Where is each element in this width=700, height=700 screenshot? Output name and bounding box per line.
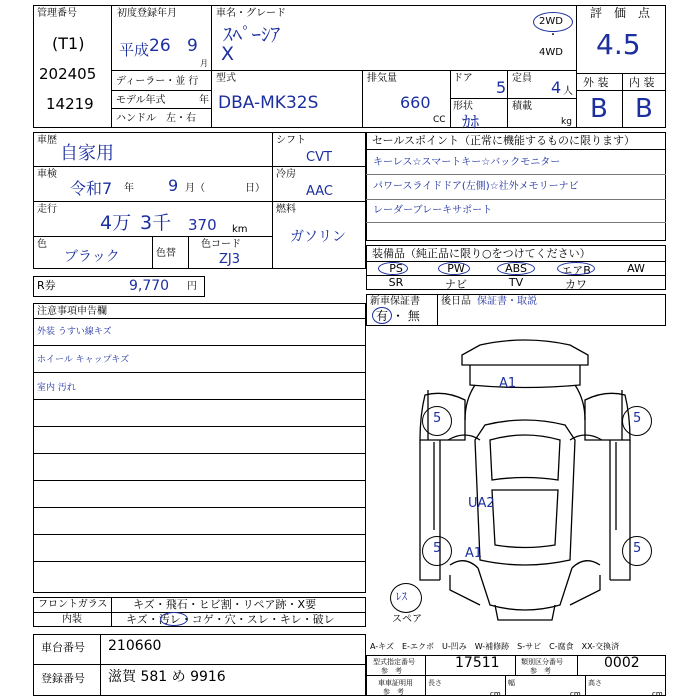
shift-label: シフト [276, 135, 306, 146]
first-reg-month-unit: 月 [200, 59, 208, 68]
displacement-label: 排気量 [367, 73, 397, 84]
interior-items: キズ・汚レ・コゲ・穴・スレ・キレ・破レ [126, 613, 335, 626]
equip-abs: ABS [505, 262, 527, 275]
recycle-label: R券 [37, 279, 56, 292]
car-name-label: 車名・グレード [216, 8, 286, 19]
reg-label: 登録番号 [41, 672, 85, 685]
equip-ps: PS [389, 262, 403, 275]
capacity-value: 4 [551, 78, 562, 97]
equip-pw-circle [438, 262, 470, 275]
reg-value: 滋賀 581 め 9916 [108, 669, 226, 685]
kanri-num1: 202405 [39, 65, 97, 83]
mileage-label: 走行 [37, 204, 57, 215]
recycle-value: 9,770 [129, 278, 170, 294]
model-desig-label: 型式指定番号 [373, 658, 415, 666]
warranty-yes-circle [372, 307, 392, 324]
mileage-rest: 370 [188, 216, 217, 234]
equip-sr: SR [388, 276, 404, 289]
chassis-label: 車台番号 [41, 641, 85, 654]
first-reg-year: 26 [149, 36, 171, 56]
height-label: 高さ [588, 679, 602, 687]
displacement-unit: CC [433, 115, 446, 125]
sales-point-line: キーレス☆スマートキー☆バックモニター [373, 157, 561, 168]
equip-navi: ナビ [445, 278, 467, 291]
recycle-box [33, 276, 205, 297]
tire-fr: 5 [633, 411, 642, 426]
history-label: 車歴 [37, 135, 57, 146]
equip-airb: エアB [561, 264, 591, 277]
tire-fl: 5 [433, 411, 442, 426]
note-line: ホイール キャップキズ [37, 355, 130, 365]
equip-airb-circle [557, 262, 595, 275]
equip-leather: カワ [565, 278, 587, 291]
note-line: 室内 汚れ [37, 383, 76, 393]
sales-point-line: レーダーブレーキサポート [373, 205, 493, 216]
door-value: 5 [496, 78, 507, 97]
model-year-label: モデル年式 [116, 95, 166, 106]
spare-label: スペア [392, 614, 422, 625]
fuel-value: ガソリン [290, 229, 346, 245]
cert-ref: 参 考 [383, 688, 404, 696]
exterior-grade: B [590, 94, 608, 124]
drive-dot: ・ [548, 30, 558, 41]
height-unit: cm [652, 690, 663, 698]
warranty-yes: 有 [376, 309, 389, 323]
first-reg-era: 平成 [119, 41, 150, 59]
kanri-num2: 14219 [46, 95, 94, 113]
capacity-label: 定員 [512, 73, 532, 84]
class-value: 0002 [604, 655, 640, 671]
displacement-value: 660 [400, 93, 431, 112]
glass-items: キズ・飛石・ヒビ割・リペア跡・X要 [133, 598, 317, 611]
tire-rr: 5 [633, 541, 642, 556]
shaken-era: 令和7 [70, 179, 113, 198]
damage-ua2: UA2 [468, 496, 495, 511]
after-value: 保証書・取説 [477, 296, 537, 307]
aircon-label: 冷房 [276, 169, 296, 180]
sales-points-title: セールスポイント（正常に機能するものに限ります） [372, 134, 636, 147]
notes-title: 注意事項申告欄 [37, 306, 107, 317]
shift-value: CVT [306, 150, 332, 165]
drive-2wd: 2WD [539, 16, 563, 27]
handle-label: ハンドル 左・右 [116, 113, 196, 124]
door-label: ドア [453, 73, 473, 84]
model-desig-ref: 参 考 [381, 667, 402, 675]
color-label: 色 [37, 239, 47, 250]
equip-tv: TV [508, 276, 524, 289]
spare-value: ﾚｽ [396, 590, 407, 603]
width-unit: cm [570, 690, 581, 698]
shape-label: 形状 [453, 101, 473, 112]
model-year-unit: 年 [199, 95, 209, 106]
mileage-unit: km [232, 224, 248, 235]
damage-a1-top: A1 [499, 376, 517, 391]
load-unit: kg [561, 117, 572, 127]
first-reg-label: 初度登録年月 [117, 8, 177, 19]
shaken-month-unit: 月（ [185, 183, 205, 194]
equip-pw: PW [447, 262, 465, 275]
first-reg-month: 9 [187, 36, 198, 56]
kanri-label: 管理番号 [37, 8, 77, 19]
load-label: 積載 [512, 101, 532, 112]
shaken-month: 9 [168, 176, 179, 195]
note-line: 外装 うすい線キズ [37, 327, 112, 337]
equip-abs-circle [497, 262, 535, 275]
color-code-label: 色コード [201, 239, 241, 250]
capacity-unit: 人 [563, 86, 573, 97]
interior-damage-label: 内装 [62, 614, 82, 625]
car-diagram [390, 330, 660, 630]
equip-ps-circle [378, 262, 408, 275]
exterior-label: 外 装 [583, 76, 609, 89]
mileage-man: 4万 [100, 212, 132, 234]
interior-label: 内 装 [629, 76, 655, 89]
type-value: DBA-MK32S [218, 93, 319, 113]
interior-grade: B [635, 94, 653, 124]
color-value: ブラック [64, 249, 120, 265]
damage-a1-bottom: A1 [465, 546, 483, 561]
type-label: 型式 [216, 73, 236, 84]
tire-rl: 5 [433, 541, 442, 556]
class-label: 類別区分番号 [521, 658, 563, 666]
chassis-value: 210660 [108, 638, 162, 654]
fuel-label: 燃料 [276, 204, 296, 215]
color-change-label: 色替 [156, 248, 176, 259]
equip-aw: AW [627, 262, 645, 275]
damage-legend: A-キズ E-エクボ U-凹み W-補修跡 S-サビ C-腐食 XX-交換済 [370, 642, 620, 651]
length-unit: cm [490, 690, 501, 698]
cert-label: 車車証明用 [378, 679, 413, 687]
recycle-unit: 円 [187, 281, 197, 292]
score: 4.5 [596, 28, 641, 61]
history-value: 自家用 [60, 143, 114, 164]
shaken-year-unit: 年 [124, 183, 134, 194]
score-label: 評 価 点 [590, 6, 651, 20]
car-name: ｽﾍﾟｰｼｱ [223, 24, 281, 46]
warranty-no: ・ 無 [392, 309, 420, 323]
equipment-title: 装備品（純正品に限り○をつけてください） [372, 247, 591, 260]
kanri-t: (T1) [52, 34, 85, 53]
shaken-day-unit: 日） [245, 183, 265, 194]
grade: X [221, 43, 235, 65]
color-code-value: ZJ3 [219, 252, 241, 267]
warranty-label: 新車保証書 [370, 296, 420, 307]
drive-4wd: 4WD [539, 47, 563, 58]
dealer-label: ディーラー・並 行 [116, 76, 199, 87]
interior-stain-circle [160, 612, 188, 626]
after-label: 後日品 [441, 296, 471, 307]
glass-label: フロントガラス [38, 599, 108, 610]
length-label: 長さ [428, 679, 442, 687]
mileage-sen: 3千 [140, 212, 172, 234]
aircon-value: AAC [306, 184, 333, 199]
shape-value: ｶﾎ [462, 113, 479, 133]
shaken-label: 車検 [37, 169, 57, 180]
class-ref: 参 考 [530, 667, 551, 675]
width-label: 幅 [508, 679, 515, 687]
sales-point-line: パワースライドドア(左側)☆社外メモリーナビ [373, 181, 579, 192]
notes-frame [33, 303, 366, 593]
model-desig-value: 17511 [455, 655, 500, 671]
